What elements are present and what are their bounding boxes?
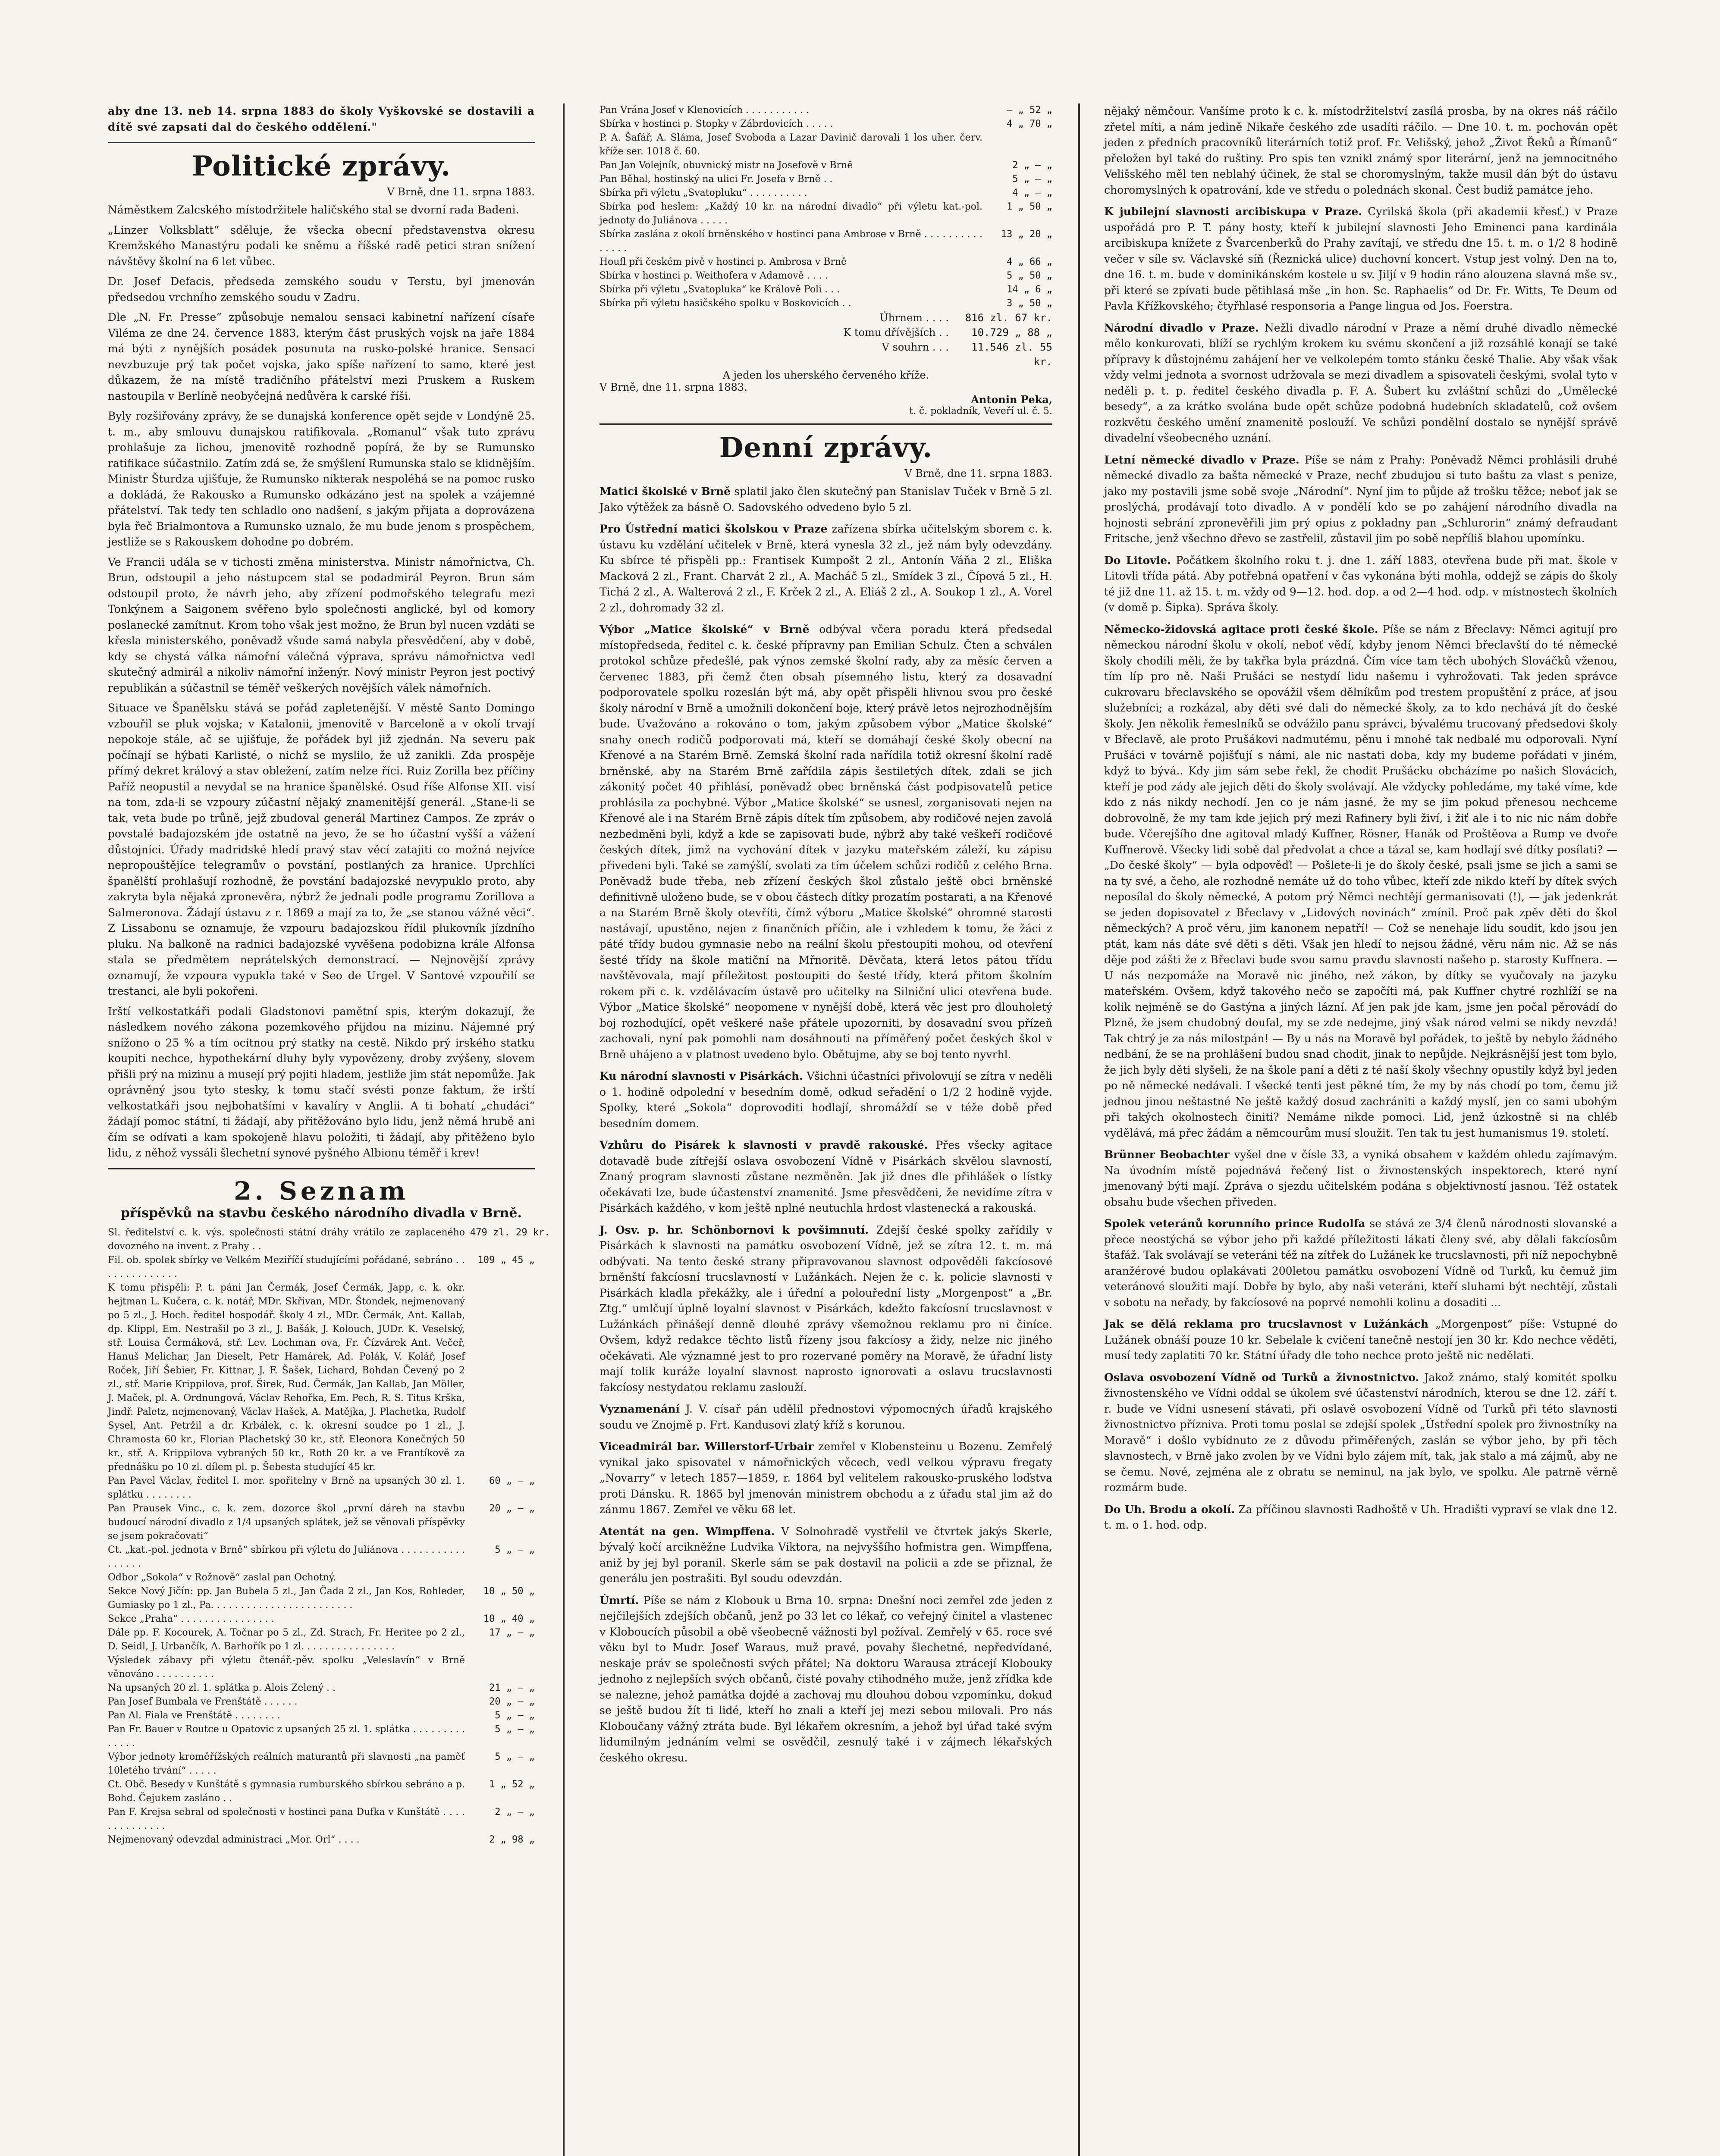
- signature-name: Antonin Peka,: [971, 393, 1052, 406]
- spacer: [813, 1440, 818, 1453]
- spacer: [680, 1403, 686, 1415]
- contribution-row: [108, 1778, 535, 1805]
- news-item: [599, 1593, 1052, 1766]
- news-item-heading: Německo-židovská agitace proti české škole.: [1104, 623, 1378, 636]
- daily-news-continued: [1104, 103, 1617, 1533]
- contribution-amount: 5 „ — „: [495, 1751, 535, 1762]
- paragraph: Náměstkem Zalcského místodržitele haličského stal se dvorní rada Badeni.: [108, 204, 519, 216]
- section-title-political: Politické zprávy.: [191, 150, 451, 182]
- spacer: [1378, 623, 1383, 636]
- contribution-row: [599, 186, 1052, 200]
- contribution-row: [599, 269, 1052, 283]
- contribution-amount: 21 „ — „: [489, 1682, 535, 1693]
- contribution-row: [108, 1543, 535, 1571]
- contribution-row: [599, 117, 1052, 131]
- divider: [108, 142, 535, 143]
- paragraph: Ve Francii udála se v tichosti změna ministerstva. Ministr námořnictva, Ch. Brun, odstoupil a jeho nástupcem stal se podadmirál Peyron. Brun sám odstoupil proto, že návrh jeho, aby zřízení podmořského telegrafu mezi Tonkýnem a Saigonem svěřeno bylo společnosti anglické, byl od komory poslanecké zamítnut. Krom toho však jest možno, že Brun byl nucen vzdáti se křesla ministerského, poněvadž všude samá nabyla přesvědčení, aby v době, kdy se chystá válka námořní válečná výprava, správu námořnictva vedl skutečný admirál a nikoliv námořní inženýr. Nový ministr Peyron jest poctivý republikán a súčastnil se téměř veškerých novějších válek námořních.: [108, 555, 535, 694]
- contribution-amount: 4 „ 70 „: [1007, 119, 1052, 129]
- divider: [599, 423, 1052, 425]
- spacer: [1171, 554, 1176, 567]
- contribution-amount: 10 „ 50 „: [483, 1586, 535, 1597]
- paragraph: „Linzer Volksblatt“ sděluje, že všecka obecní představenstva okresu Kremžského Manastýru podali ke sněmu a říšské radě petici stran snížení návštěvy školní na 6 let vůbec.: [108, 223, 535, 268]
- contribution-row: [108, 1805, 535, 1833]
- total-amount: 816 zl. 67 kr.: [965, 312, 1052, 324]
- news-item: [1104, 1502, 1617, 1533]
- contribution-row: [108, 1626, 535, 1654]
- contribution-amount: 5 „ — „: [495, 1724, 535, 1735]
- contribution-text: Sl. ředitelství c. k. výs. společnosti státní dráhy vrátilo ze zaplaceného dovozného na invent. z Prahy . .: [108, 1227, 465, 1252]
- contribution-text: Sekce Nový Jičín: pp. Jan Bubela 5 zl., Jan Čada 2 zl., Jan Kos, Rohleder, Gumiasky po 1 zl., Pa. . . . . . . . . . . . . . . . . . . . . . . .: [108, 1586, 465, 1611]
- news-item: [599, 1524, 1052, 1587]
- contribution-totals: [599, 310, 1052, 369]
- contribution-list: [108, 1226, 550, 1847]
- contribution-amount: 14 „ 6 „: [1007, 284, 1052, 295]
- contribution-row: [599, 297, 1052, 310]
- contribution-row: [599, 131, 1052, 159]
- contribution-amount: 109 „ 45 „: [477, 1254, 535, 1266]
- news-item-text: zemřel v Klobensteinu u Bozenu. Zemřelý vynikal jako spisovatel v námořnických věcech, vedl velkou výpravu fregaty „Novarry“ v letech 1857—1859, r. 1864 byl velitelem rakousko-pruského loďstva proti Dánsku. R. 1865 byl jmenován ministrem obchodu a z úřadu stal jim až do zánmu 1867. Zemřel ve věku 68 let.: [599, 1440, 1052, 1516]
- news-item-text: Všichni účastníci přivolovují se zítra v neděli o 1. hodině odpolední v besedním domě, odkud seřadění o 1/2 2 hodině vyjde. Spolky, které „Sokola“ doprovoditi hodlají, shromáždí se v téže době před besedním domem.: [599, 1070, 1053, 1130]
- contribution-amount: 2 „ 98 „: [489, 1834, 535, 1845]
- contribution-row: [599, 255, 1052, 269]
- contribution-amount: 3 „ 50 „: [1007, 298, 1052, 309]
- contribution-list-continued: [599, 103, 1052, 310]
- spacer: [639, 1594, 643, 1607]
- contribution-amount: 5 „ 50 „: [1007, 270, 1052, 281]
- contribution-text: Pan Běhal, hostinský na ulici Fr. Josefa v Brně . .: [599, 174, 833, 185]
- spacer: [828, 523, 832, 535]
- news-item: [1104, 553, 1617, 616]
- news-item-text: se stává ze 3/4 členů národnosti slovanské a přece neostýchá se výbor jeho při každé příležitosti lákati členy své, aby dělali fakcíosům štafáž. Tak svolávají se veteráni též na zítřek do Lužánek ke trucslavnosti, při níž nepochybně aranžérové budou oplakávati 200letou památku osvobození Vídně od Turků, ku čemuž jim veteránové sloužiti mají. Dobře by bylo, aby naši veteráni, kteří sluhami být nechtějí, zůstali v sobotu na neřady, by fakcíosové na poprvé nemohli kolinu a dosaditi ...: [1104, 1217, 1618, 1309]
- news-item-text: zařízena sbírka učitelským sborem c. k. ústavu ku vzdělání učitelek v Brně, která vynesla 32 zl., jež nám byly odevzdány. Ku sbírce té přispěli pp.: Frantisek Kumpošt 2 zl., Antonín Váňa 2 zl., Eliška Macková 2 zl., Frant. Charvát 2 zl., A. Macháč 5 zl., Smídek 3 zl., Čípová 5 zl., H. Tichá 2 zl., A. Walterová 2 zl., F. Krček 2 zl., A. Eliáš 2 zl., A. Soukop 1 zl., A. Vorel 2 zl., dohromady 32 zl.: [599, 523, 1052, 614]
- contribution-amount: — „ 52 „: [1007, 105, 1052, 116]
- spacer: [731, 485, 734, 498]
- contribution-amount: 20 „ — „: [489, 1503, 535, 1514]
- news-item-text: odbýval včera poradu která předsedal místopředseda, ředitel c. k. české přípravny pan Emilian Schulz. Čten a schválen protokol schůze předešlé, pak výnos zemské školní rady, aby za měsíc červen a červenec 1883, při čemž čten obsah písemného listu, který za dosavadní podporovatele spolku rozeslán být má, aby opět přispěli hlivnou svou pro české školy národní v Brně a umožnili dokončení boje, který právě letos nejrozhodnějším bude. Uvažováno a rokováno o tom, jakým způsobem výbor „Matice školské“ snahy onech rodičů podporovati má, kteří se domáhají české školy obecní na Křenové a na Starém Brně. Zemská školní rada nařídila totiž okresní školní radě brněnské, aby na Starém Brně zařídila zápis šestiletých dítek, zdali se jich zákonitý počet 40 přihlásí, poněvadž obec brněnská část podpisovatelů petice prohlásila za pochybné. Výbor „Matice školské“ se usnesl, zorganisovati nejen na Křenové ale i na Starém Brně zápis dítek tím způsobem, aby rodičové nejen zavolá nezbedměni byli, když a kde se zapisovati bude, nýbrž aby také veškeří rodičové českých dítek, jimž na vychování dítek v jazyku mateřském záleží, ku zápisu přivedeni byli. Také se zamýšlí, svolati za tím účelem schůzi rodičů z celého Brna. Poněvadž bude třeba, neb zřízení českých škol zůstalo ještě obci brněnské definitivně uloženo bude, se v obou částech dítky prozatím postarati, a na Křenové a na Starém Brně školy otevříti, čímž výboru „Matice školské“ ohromné starosti nastávají, upustěno, nejen z finančních příčin, ale i vzhledem k tomu, že žáci z páté třídy budou gymnasie nebo na reální školu přestoupiti mohou, od otevření šesté třídy na škole matiční na Mřnoritě. Děvčata, která letos pátou třídu navštěvovala, mají příležitost postoupiti do šesté třídy, která přitom školním rokem při c. k. vzdělávacím ústavě pro učitelky na Silniční ulici otevřena bude. Výbor „Matice školské“ neopomene v nynější době, která věc jest pro dlouholetý boj rozhodující, opět veškeré naše přátele upozorniti, by dosavadní svou přízeň zachovali, nyní pak pomohli nam dosáhnouti na příměřený počet českých škol v Brně uhájeno a v platnost uvedeno bylo. Obětujme, aby se boj tento nyvrhl.: [599, 623, 1052, 1061]
- news-item-heading: Viceadmirál bar. Willerstorf-Urbair: [599, 1440, 814, 1453]
- contribution-text: Sbírka při výletu „Svatopluku“ . . . . . . . . . .: [599, 188, 807, 198]
- news-item-text: J. V. císař pán udělil přednostovi výpomocných úřadů krajského soudu ve Znojmě p. Frt. Kandusovi zlatý kříž s korunou.: [599, 1403, 1052, 1431]
- total-row: [599, 325, 1052, 340]
- contribution-text: Pan Vrána Josef v Klenovicích . . . . . . . . . . .: [599, 105, 809, 116]
- contribution-row: [108, 1226, 550, 1253]
- news-item-heading: Úmrtí.: [599, 1594, 639, 1607]
- section-title-seznam: 2. Seznam: [234, 1176, 409, 1206]
- contribution-text: Pan Pavel Václav, ředitel I. mor. spořitelny v Brně na upsaných 30 zl. 1. splátku . . . . . . . .: [108, 1475, 465, 1500]
- contribution-text: Nejmenovaný odevzdal administraci „Mor. Orl“ . . . .: [108, 1834, 360, 1845]
- contribution-text: Sbírka zaslána z okolí brněnského v hostinci pana Ambrose v Brně . . . . . . . . . . . . . . .: [599, 229, 982, 254]
- news-item: [1104, 204, 1617, 314]
- news-item-text: Počátkem školního roku t. j. dne 1. září 1883, otevřena bude při mat. škole v Litovli třída pátá. Aby potřebná opatření v čas vykonána býti mohla, oddejž se zápis do školy té již dne 11. až 15. t. m. vždy od 9—12. hod. dop. a od 2—4 hod. odp. v místnostech školních (v domě p. Šipka). Správa školy.: [1104, 554, 1617, 614]
- news-item-heading: Jak se dělá reklama pro trucslavnost v Lužánkách: [1104, 1318, 1429, 1330]
- contribution-row: [108, 1723, 535, 1750]
- contribution-row: [108, 1750, 535, 1778]
- contribution-row: [599, 283, 1052, 297]
- contribution-amount: 13 „ 20 „: [1001, 229, 1052, 240]
- column-middle: [599, 103, 1052, 1772]
- news-item-heading: Národní divadlo v Praze.: [1104, 321, 1259, 334]
- contribution-text: Dále pp. F. Kocourek, A. Točnar po 5 zl., Zd. Strach, Fr. Heritee po 2 zl., D. Seidl, J. Urbančík, A. Barhořík po 1 zl. . . . . . . . . . . . . . . .: [108, 1627, 465, 1652]
- section-subtitle-seznam: příspěvků na stavbu českého národního divadla v Brně.: [121, 1205, 522, 1221]
- contribution-amount: 5 „ — „: [1012, 174, 1052, 185]
- news-item-heading: Matici školské v Brně: [599, 485, 731, 498]
- news-item-heading: J. Osv. p. hr. Schönbornovi k povšimnutí.: [599, 1223, 869, 1236]
- news-item: [1104, 1216, 1617, 1310]
- contribution-text: Pan Prausek Vinc., c. k. zem. dozorce škol „první dáreh na stavbu budoucí národní divadlo z 1/4 upsaných splátek, jež se věnovali příspěvky se jsem pokračovati“: [108, 1503, 465, 1542]
- contribution-text: Ct. Obč. Besedy v Kunštátě s gymnasia rumburského sbírkou sebráno a p. Bohd. Čejukem zasláno . .: [108, 1779, 465, 1804]
- news-item-text: Cyrilská škola (při akademii křesť.) v Praze uspořádá pro P. T. pány hosty, kteří k jubilejní slavnosti Jeho Eminenci pana kardinála arcibiskupa knížete z Švarcenberků do Prahy zavítají, ve středu dne 15. t. m. o 1/2 8 hodině večer v síle sv. Václavské síň (Řeznická ulice) duchovní koncert. Vstup jest volný. Den na to, dne 16. t. m. bude v dominikánském kostele u sv. Jiljí v 9 hodin ráno alouzena slavná mše sv., při které se zpívati bude pětihlasá mše „in hon. Sc. Raphaelis“ od Dr. Fr. Witts, Te Deum od Pavla Křížkovského; čtyřhlasé responsoria a Pange lingua od Jos. Foerstra.: [1104, 205, 1617, 312]
- total-label: Úhrnem . . . .: [879, 312, 949, 324]
- news-item-heading: Letní německé divadlo v Praze.: [1104, 453, 1299, 466]
- contribution-text: Pan F. Krejsa sebral od společnosti v hostinci pana Dufka v Kunštátě . . . . . . . . . . . . . .: [108, 1806, 465, 1831]
- contribution-row: [108, 1502, 535, 1543]
- daily-news-list: [599, 484, 1052, 1766]
- contribution-text: Sbírka pod heslem: „Každý 10 kr. na národní divadlo“ při výletu kat.-pol. jednoty do Juliánova . . . . .: [599, 201, 982, 226]
- news-item-text: nějaký němčour. Vanšíme proto k c. k. místodržitelství zasílá prosba, by na okres náš ráčilo zřetel míti, a nám jedině Nikaře českého zde usadíti ráčilo. — Dne 10. t. m. pochován opět jeden z předních pracovníků literárních totiž prof. Fr. Velišský, jehož „Život Řeků a Římanů“ přeložen byl také do ruštiny. Pro spis ten vznikl známý spor literární, jenž na jemnocitného Velišského měl ten neblahý účinek, že stal se choromyslným, takže musil dán být do ústavu choromyslných k opatrování, kde ve středu o polednách skonal. Čest budiž památce jeho.: [1104, 105, 1617, 196]
- news-item: [1104, 622, 1617, 1141]
- column-rule: [563, 103, 565, 2156]
- contribution-row: [108, 1833, 535, 1847]
- news-item: [599, 1222, 1052, 1396]
- spacer: [1419, 1371, 1424, 1384]
- contribution-text: Ct. „kat.-pol. jednota v Brně“ sbírkou při výletu do Juliánova . . . . . . . . . . . . . . . . .: [108, 1544, 465, 1569]
- contribution-row: [108, 1612, 535, 1626]
- contribution-text: Sbírka při výletu „Svatopluka“ ke Králově Poli . . .: [599, 284, 840, 295]
- paragraph: Dle „N. Fr. Presse“ způsobuje nemalou sensaci kabinetní nařízení císaře Viléma ze dne 24. července 1883, kterým část pruských vojsk na jaře 1884 má býti z nynějších posádek posunuta na rusko-polské hranice. Sensaci nevzbuzuje prý tak počet vojska, jako spíše nařízení to samo, které jest důkazem, že na místě tradičního přátelství mezi Pruskem a Ruskem nastoupila v Berlíně neobyčejná nedůvěra k carské říši.: [108, 311, 535, 402]
- contribution-text: Sbírka při výletu hasičského spolku v Boskovicích . .: [599, 298, 851, 309]
- news-item-text: splatil jako člen skutečný pan Stanislav Tuček v Brně 5 zl. Jako výtěžek za básně O. Sadovského odvedeno bylo 5 zl.: [599, 485, 1052, 514]
- contribution-row: [599, 228, 1052, 255]
- contribution-amount: 1 „ 52 „: [489, 1779, 535, 1790]
- paragraph: Irští velkostatkáři podali Gladstonovi pamětní spis, kterým dokazují, že následkem nového zákona pozemkového přijdou na mizinu. Nájemné prý snížono o 25 % a tím ocitnou prý statky na cestě. Nikdo prý irského statku koupiti nechce, hypothekární dluhy byly vypovězeny, droby zvýšeny, slovem přišli prý na mizinu a musejí prý pojiti hladem, jestliže jim stát nepomůže. Jak oprávněný jsou tyto stesky, k tomu stačí svésti ponze faktum, že irští velkostatkáři jsou nejbohatšími v kavalíry v Anglii. A ti bohatí „chudáci“ žádají pomoc státní, ti žádají, aby přitěžováno bylo lidu, jenž němá hrubě ani čím se odívati a kam spokojeně hlavu položiti, ti žádají, aby přitěženo bylo lidu, z něhož vyssáli šlechetní synové pyšného Albionu téměř i krev!: [108, 1005, 535, 1159]
- news-item-heading: Atentát na gen. Wimpffena.: [599, 1525, 775, 1538]
- news-item-text: Nežli divadlo národní v Praze a němí druhé divadlo německé mělo konkurovati, blíží se rychlým krokem ku svému skončení a již rozsáhlé konají se také přípravy k důstojnému zahájení her ve velkolepém tomto stánku české Thalie. Aby však však vždy velmi jednota a svornost udržovala se mezi divadlem a spisovateli českými, svolal tyto v neděli p. t. p. ředitel českého divadla p. F. A. Šubert ku zvláštní schůzi do „Umělecké besedy“, a za krátko svolána bude opět schůze podobná hudebních skladatelů, což ovšem rozkvětu českého umění znamenitě poslouží. Ve schůzi pondělní dostalo se nynější správě divadelní všeobecného uznání.: [1104, 321, 1617, 444]
- news-item-text: Píše se nám z Břeclavy: Němci agitují pro německou národní školu v okolí, neboť vědí, kdyby jenom Němci břeclavští do té německé školy chodili měli, že by takřka byla prázdná. Čím více tam těch ubohých Slováčků vženou, tím líp pro ně. Naši Prušáci se nestydí lidu našemu i vyhrožovati. Tak jeden správce cukrovaru břeclavského se opovážil všem dělníkům pod trestem propuštění z práce, ať jsou služebníci; a rozkázal, aby děti své dali do německé školy, za to kdo nechává jít do české školy. Jen několik řemeslníků se odvážilo panu správci, bývalému trucovaný předsedovi školy v Břeclavě, ale proto Prušákovi nadmutému, pěnu i mnohé tak nedbalé mu odporovali. Nyní Prušáci v továrně pojišťují s námi, ale nic nastati doba, kdy my budeme pořádati v jiném, když to bývá.. Kdy jim sám sebe řekl, že chodit Prušácku obcházíme po našich Slovácích, kteří je pod zády ale jejich děti do školy svolávají. Ale vždycky pohledáme, my také víme, kde kdo z nás nikdy nechodí. Jen co je nám jasné, že my se jim pokud přenesou nechceme dobrovolně, že my tam kde jejich prý mezi Rafinery byli živí, i žiť ale i to nic nic nám dobře bude. Včerejšího dne agitoval mladý Kuffner, Rösner, Hanák od Proštěova a Rump ve dvoře Kuffnerově. Všecky lidi sobě dal předvolat a chce a tázal se, kam hodlají své dítky posílati? — „Do české školy“ — byla odpověď! — Pošlete-li je do školy české, psali jsme se jich a sami se na ty své, a čeho, ale rozhodně nemáte už do toho vůbec, kteří zde nikdo kteří by dítek svých neposílal do školy německé, A potom prý Němci nechtějí germanisovati (!), — jak jedenkrát se jeden dopisovatel z Břeclavy v „Lidových novinách“ zmínil. Proč pak zpěv děti do škol německých? A proč věru, jim kanonem nepatří! — Což se nenehaje lidu soudit, kdo jsou jen ptát, kam nás dáte své děti s děti. Však jen hledí to nejsou žádné, věru nám nic. Až se nás děje pod zášti že z Břeclavi bude svou samu pravdu slavnosti našeho p. starosty Kuffnera. — U nás nezpomáže na Moravě nic jiného, než zákon, by dítky se vyučovaly na jazyku mateřském. Ovšem, když takového nečo se započíti má, pak Kuffner chytré rozhlíží se na kolik nejméně se do Gastýna a jiných lázní. Ať jen pak jde kam, jsme jen počal pěrovádí do Plzně, že jsem chudobný doufal, my se zde nedejme, jiný však národ velmi se nikdy nevzdá! Tak chtrý je za nás milostpán! — By u nás na Moravě byl pořádek, to ještě by nebylo žádného nedbání, že se na prohlášení budou snad chodit, jinak to nepůjde. Nejkrásnější jest tom bylo, že jich byly děti slyšeli, že na škole paní a děti z té naší školy všechny opustily když byl jeden po ně německé nedávali. I všecké tenti jest pěkné tím, že my by nás chodí po tom, čemu již jednou jinou neštastné Ne ještě každý dosud zachrániti a každý myslí, jen co sami ubohým při takých okolnostech činiti? Nemáme nikde pomoci. Lid, jenž úzkostně si na chléb vydělává, má přec žádám a němcourům musí sloužit. Ten tak tu jest humanismus 19. století.: [1104, 623, 1617, 1139]
- news-item: [1104, 320, 1617, 446]
- contribution-row: [599, 103, 1052, 117]
- news-item: [1104, 1147, 1617, 1210]
- news-item-heading: Ku národní slavnosti v Pisárkách.: [599, 1070, 803, 1082]
- contribution-row: [108, 1253, 535, 1281]
- news-item: [599, 1439, 1052, 1518]
- news-item: [1104, 1370, 1617, 1496]
- news-item: [599, 484, 1052, 515]
- contribution-row: [108, 1681, 535, 1695]
- spacer: [1365, 1217, 1370, 1230]
- total-amount: 11.546 zl. 55 kr.: [971, 341, 1052, 368]
- news-item-heading: Výbor „Matice školské“ v Brně: [599, 623, 810, 636]
- news-item-text: Zdejší české spolky zařídily v Pisárkách k slavnosti na památku osvobození Vídně, jež se zítra 12. t. m. má odbývati. Na tento české strany připravovanou slavnost odpověděli fakcíosové brněnští fakcíosní trucslavností v Lužánkách. Nejen že c. k. policie slavnosti v Pisárkách kladla překážky, ale i úřední a polouřední listy „Morgenpost“ a „Br. Ztg.“ umlčují úplně loyalní slavnost v Pisárkách, kdežto fakcíosní trucslavnost v Lužánkách přinášejí denně dlouhé zprávy všemožnou reklamu pro ni činíce. Ovšem, když redakce těchto listů řízeny jsou fakcíosy a židy, nelze nic jiného očekávati. Ale významné jest to pro rozervané poměry na Moravě, že úřadní listy mají tolik kuráže loyalní slavnost naprosto ignorovati a oslavu trucslavnosti fakcíosy nestydatou reklamu zaslouží.: [599, 1223, 1052, 1394]
- spacer: [1259, 322, 1265, 334]
- contribution-text: Pan Al. Fiala ve Frenštátě . . . . . . . .: [108, 1710, 280, 1721]
- column-rule: [1078, 103, 1080, 2156]
- contribution-amount: 20 „ — „: [489, 1696, 535, 1707]
- contribution-row: [108, 1654, 535, 1681]
- total-label: V souhrn . . .: [882, 341, 949, 353]
- contribution-amount: 17 „ — „: [489, 1627, 535, 1638]
- spacer: [928, 1139, 935, 1151]
- news-item-heading: Oslava osvobození Vídně od Turků a živnostnictvo.: [1104, 1371, 1419, 1384]
- contribution-text: Houfl při českém pivě v hostinci p. Ambrosa v Brně: [599, 257, 847, 267]
- contribution-amount: 2 „ — „: [495, 1806, 535, 1818]
- total-label: K tomu dřívějších . .: [843, 326, 949, 338]
- contribution-row: [108, 1281, 535, 1474]
- contribution-row: [599, 200, 1052, 228]
- spacer: [775, 1525, 781, 1538]
- paragraph: Dr. Josef Defacis, předseda zemského soudu v Terstu, byl jmenován předsedou vrchního zemského soudu v Zadru.: [108, 275, 535, 304]
- contribution-amount: 10 „ 40 „: [483, 1613, 535, 1624]
- news-item-text: Za příčinou slavnosti Radhoště v Uh. Hradišti vypraví se vlak dne 12. t. m. o 1. hod. odp.: [1104, 1503, 1617, 1531]
- news-item-text: „Morgenpost“ píše: Vstupné do Lužánek obnáší pouze 10 kr. Sebelale k cvičení tanečně nestojí jen 30 kr. Kdo nechce věděti, musí tedy zaplatiti 70 kr. Státní úřady dle toho nechce proto ještě nic nedělati.: [1104, 1318, 1617, 1362]
- news-item-text: V Solnohradě vystřelil ve čtvrtek jakýs Skerle, bývalý kočí arcikněžne Ludvika Viktora, na nejvyššího hofmistra gen. Wimpffena, aniž by jej byl poranil. Skerle sám se pak dostavil na policii a zde se přiznal, že generálu jen postrašiti. Byl soudu odevzdán.: [599, 1525, 1052, 1585]
- news-item-text: Jakož známo, stalý komitét spolku živnostenského ve Vídni oddal se úkolem své účastenství národních, kterou se dne 12. září t. r. bude ve Vídni usnesení stávati, při oslavě osvobození Vídně od Turků při této slavnosti živnostnictvo přízniva. Proti tomu poslal se zdejší spolek „Ústřední spolek pro živnostníky na Moravě“ i došlo vybídnuto ze z důvodu přiměřených, zaslán se výbor jeho, by při těch slavnostech, v Brně jako zvolen by ve Vídni bylo zájem mít, tak, jak stalo a má zájmů, aby ne se čemu. Nové, zejména ale z obratu se neminul, na jak bylo, ve spolku. Ale patrně věrně rozmárm bude.: [1104, 1371, 1617, 1494]
- column-right: [1104, 103, 1617, 1539]
- contribution-text: Výsledek zábavy při výletu čtenář.-pěv. spolku „Veleslavín“ v Brně věnováno . . . . . . . . . .: [108, 1655, 465, 1680]
- news-item: [599, 1138, 1052, 1216]
- news-item: [1104, 103, 1617, 198]
- spacer: [1428, 1318, 1435, 1330]
- news-item-heading: K jubilejní slavnosti arcibiskupa v Praze.: [1104, 205, 1362, 218]
- contribution-row: [108, 1585, 535, 1612]
- totals-note: A jeden los uherského červeného kříže.: [722, 369, 929, 381]
- contribution-text: Odbor „Sokola“ v Rožnově“ zaslal pan Ochotný.: [108, 1572, 336, 1583]
- dateline: V Brně, dne 11. srpna 1883.: [387, 186, 535, 198]
- contribution-row: [108, 1695, 535, 1709]
- section-title-denni: Denní zprávy.: [719, 432, 933, 464]
- news-item-heading: Spolek veteránů korunního prince Rudolfa: [1104, 1217, 1365, 1230]
- paragraph: Byly rozšiřovány zprávy, že se dunajská konference opět sejde v Londýně 25. t. m., aby smlouvu dunajskou ratifikovala. „Romanul“ však tuto zprávu prohlašuje za lichou, jmenovitě rozhodně popírá, že by se Rumunsko ratifikace súčastnilo. Zatím zdá se, že smýšlení Rumunska stalo se klidnějším. Ministr Šturdza ujišťuje, že Rumunsko nikterak nespoléhá se na pomoc rusko a dokládá, že Rakousko a Rumunsko odkázáno jest na spolek a vzájemné přátelství. Tak tedy ten schladlo ono nadšení, s jakým přijata a doprovázena byla řeč Brialmontova a Rumunsko uznalo, že mu bude jenom s prospěchem, jestliže se s Rakouskem dohodne po dobrém.: [108, 410, 535, 548]
- contribution-text: Výbor jednoty kroměřížských reálních maturantů při slavnosti „na paměť 10letého trvání“ . . . . .: [108, 1751, 465, 1776]
- total-amount: 10.729 „ 88 „: [971, 326, 1052, 338]
- contribution-amount: 4 „ 66 „: [1007, 257, 1052, 267]
- news-item-heading: Brünner Beobachter: [1104, 1148, 1230, 1161]
- contribution-text: P. A. Šafář, A. Sláma, Josef Svoboda a Lazar Davinič darovali 1 los uher. červ. kříže ser. 1018 č. 60.: [599, 132, 982, 157]
- contribution-amount: 5 „ — „: [495, 1544, 535, 1555]
- dateline: V Brně, dne 11. srpna 1883.: [599, 381, 747, 393]
- column-left: [108, 103, 550, 1847]
- contribution-text: Sbírka v hostinci p. Stopky v Zábrdovicích . . . . .: [599, 119, 833, 129]
- news-item-text: Přes všecky agitace dotavadě bude zítřejší oslava osvobození Vídně v Pisárkách skvělou slavností, Znaný program slavnosti zůstane nezměněn. Jak již dnes dle přihlášek o lístky očekávati lze, bude účastenství znamenité. Jsme přesvědčeni, že nevidíme zítra v Pisárkách každého, v kom ještě nplné neutuchla hrdost vlastenecká a rakouská.: [599, 1139, 1053, 1214]
- top-notice: aby dne 13. neb 14. srpna 1883 do školy Vyškovské se dostavili a dítě své zapsati dal do českého oddělení.": [108, 105, 535, 133]
- contribution-row: [108, 1709, 535, 1723]
- contribution-text: Sekce „Praha“ . . . . . . . . . . . . . . . .: [108, 1613, 274, 1624]
- contribution-row: [599, 172, 1052, 186]
- contribution-text: K tomu přispěli: P. t. páni Jan Čermák, Josef Čermák, Japp, c. k. okr. hejtman L. Kučera, c. k. notář, MDr. Skřivan, MDr. Štondek, nejmenovaný po 5 zl., J. Hoch. ředitel hospodář. školy 4 zl., MDr. Čermák, Ant. Kallab, dp. Klippl, Em. Nestrašil po 3 zl., J. Bašák, J. Kolouch, JUDr. K. Veselský, stř. Louisa Čermáková, stř. Lev. Lochman ova, Fr. Čízvárek Ant. Večeř, Hanuš Melichar, Jan Dieselt, Petr Hamárek, Ad. Polák, V. Kolář, Josef Roček, Jiří Šebier, Fr. Kittnar, J. F. Šašek, Lichard, Bohdan Čevený po 2 zl., stř. Marie Krippilova, prof. Širek, Rud. Čermák, Jan Kallab, Jan Möller, J. Maček, pl. A. Ordnungová, Václav Rehořka, Em. Pech, R. S. Titus Krška, Jindř. Paletz, nejmenovaný, Václav Hašek, A. Matějka, J. Plachetka, Rudolf Sysel, Ant. Petržil a dr. Krbálek, c. k. okresní soudce po 1 zl., J. Chramosta 60 kr., Florian Plachetský 30 kr., stř. Eleonora Konečných 50 kr., stř. A. Krippilova vybraných 50 kr., Roth 20 kr. a ve Frantíkově za přednášku po 10 zl. dílem pl. p. Šebesta studující 45 kr.: [108, 1282, 465, 1473]
- contribution-text: Pan Fr. Bauer v Routce u Opatovic z upsaných 25 zl. 1. splátka . . . . . . . . . . . . . .: [108, 1724, 465, 1749]
- total-row: [599, 340, 1052, 369]
- divider: [108, 1168, 535, 1169]
- paragraph: Situace ve Španělsku stává se pořád zapletenější. V městě Santo Domingo vzbouřil se pluk vojska; v Katalonii, jmenovitě v Barceloně a v okolí trvají nepokoje stále, ač se ujišťuje, že pořádek byl již zjednán. Na severu pak počínají se hýbati Karlisté, o nichž se myslilo, že už zanikli. Zda prospěje přímý dekret králový a stav obležení, zatím nelze říci. Ruiz Zorilla bez příčiny Paříž neopustil a nevydal se na hranice španělské. Osud říše Alfonse XII. visí na tom, zda-li se vzpoury zúčastní nějaký znamenitější generál. „Stane-li se tak, veta bude po trůně, jejž zbudoval generál Martinez Campos. Ze zpráv o povstalé badajozském jde ostatně na jevo, že se ho účastní vyšší a vážení důstojníci. Úřady madridské hledí pravý stav věcí zatajiti co možná nejvíce nepropouštějíce telegramův o povstání, postlaných za hranice. Uprchlíci španělští prohlašují rozhodně, že povstání badajozské nevypuklo proto, aby zakryta byla nějaká zpronevěra, nýbrž že jednali podle programu Zorillova a Salmeronova. Žádají ústavu z r. 1869 a mají za to, že „se stanou vážné věci“. Z Lissabonu se oznamuje, že vzpouru badajozskou řídil plukovník jízdního pluku. Na balkoně na radnici badajozské vyvěšena podobizna krále Alfonsa stala se předmětem neprátelských demonstrací. — Nejnovější zprávy oznamují, že vzpoura vypukla také v Seo de Urgel. V Santové vzpouřilí se trestanci, ale byli pokořeni.: [108, 702, 535, 997]
- news-item-text: Píše se nám z Klobouk u Brna 10. srpna: Dnešní noci zemřel zde jeden z nejčilejších zdejších občanů, jenž po 33 let co lékař, co veřejný činitel a vlastenec v Kloboucích působil a obě všeobecně vážnosti byl požíval. Zemřelý v 65. roce své věku byl to Mudr. Josef Waraus, muž pravé, povahy šlechetné, nepředvídané, neskaje práv se společnosti svých přátel; Na doktoru Warausa ztrácejí Klobouky jednoho z nejlepších svých občanů, čisté povahy ctihodného muže, jenž zřídka kde se nalezne, jehož památka dojdé a zachovaj mu dlouhou dobou vzpomínku, dokud se ještě budou žít ti lidé, kteří ho znali a kteří jej mezi sebou milovali. Pro nás Kloboučany vážný ztráta bude. Byl lékařem okresním, a jehož byl úřad také svým lidumilným jednáním velmi se osvědčil, zesnulý také i v zájmech lékařských českého okresu.: [599, 1594, 1053, 1764]
- spacer: [810, 623, 819, 636]
- news-item: [599, 521, 1052, 616]
- news-item: [1104, 1316, 1617, 1364]
- contribution-row: [108, 1474, 535, 1502]
- news-item-text: vyšel dne v čísle 33, a vyniká obsahem v každém ohledu zajímavým. Na úvodním místě pojednává řečený list o živnostenských inspektorech, které nyní jmenovaný býti mají. Zpráva o sjezdu učitelském podána s objektivností jasnou. Též ostatek obsahu bude všechen přiveden.: [1104, 1148, 1618, 1208]
- contribution-text: Na upsaných 20 zl. 1. splátka p. Alois Zelený . .: [108, 1682, 336, 1693]
- spacer: [1362, 205, 1368, 218]
- spacer: [1230, 1148, 1234, 1161]
- total-row: [599, 310, 1052, 325]
- spacer: [869, 1224, 876, 1236]
- news-item: [1104, 452, 1617, 547]
- contribution-amount: 2 „ — „: [1012, 160, 1052, 171]
- news-item: [599, 622, 1052, 1062]
- contribution-row: [108, 1571, 535, 1585]
- news-item-heading: Vzhůru do Pisárek k slavnosti v pravdě rakouské.: [599, 1139, 928, 1151]
- spacer: [1299, 454, 1305, 466]
- contribution-text: Sbírka v hostinci p. Weithofera v Adamově . . . .: [599, 270, 828, 281]
- news-item-heading: Vyznamenání: [599, 1403, 680, 1415]
- contribution-amount: 1 „ 50 „: [1007, 201, 1052, 212]
- contribution-amount: 5 „ — „: [495, 1710, 535, 1721]
- contribution-amount: 479 zl. 29 kr.: [470, 1227, 550, 1238]
- dateline: V Brně, dne 11. srpna 1883.: [904, 467, 1052, 479]
- contribution-amount: 4 „ — „: [1012, 188, 1052, 198]
- signature-role: t. č. pokladník, Veveří ul. č. 5.: [909, 406, 1052, 417]
- contribution-text: Fil. ob. spolek sbírky ve Velkém Meziříčí studujícími pořádané, sebráno . . . . . . . . . . . . . .: [108, 1254, 465, 1279]
- contribution-amount: 60 „ — „: [489, 1475, 535, 1486]
- news-item: [599, 1401, 1052, 1433]
- news-item-text: Píše se nám z Prahy: Poněvadž Němci prohlásili druhé německé divadlo za bašta německé v Praze, nechť zbudujou si tuto baštu za vlast s penize, jako my postavili jsme sobě svoje „Národní“. Nyní jim to půjde až trošku těžce; neboť jak se proslýchá, prodávají toto divadlo. A v pondělí kdo se po zahájení národního divadla na hojnosti sebrání zpronevěřili jim prý opius z pokladny pan „Schlurorin“ známý defraudant Fritsche, jenž všechno dřevo se zastřelil, zůstavil jim po sobě nepříliš blahou upomínku.: [1104, 453, 1617, 545]
- news-item-heading: Do Litovle.: [1104, 554, 1171, 567]
- news-item-heading: Pro Ústřední matici školskou v Praze: [599, 523, 828, 535]
- news-item: [599, 1069, 1052, 1131]
- news-item-heading: Do Uh. Brodu a okolí.: [1104, 1503, 1235, 1516]
- contribution-text: Pan Jan Volejník, obuvnický mistr na Josefově v Brně: [599, 160, 853, 171]
- contribution-row: [599, 159, 1052, 172]
- contribution-text: Pan Josef Bumbala ve Frenštátě . . . . . .: [108, 1696, 298, 1707]
